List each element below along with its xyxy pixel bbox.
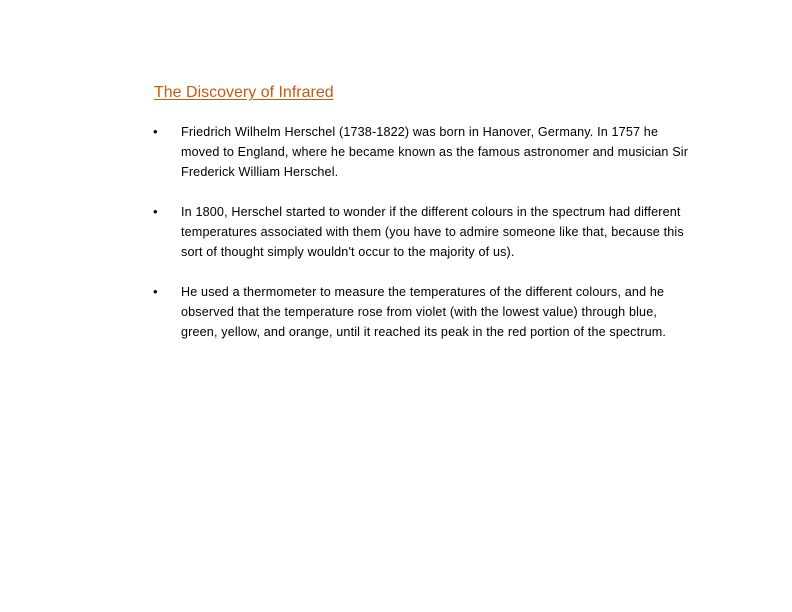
bullet-item-colour-temperature [153, 202, 693, 262]
bullet-icon: • [153, 284, 158, 299]
bullet-icon: • [153, 124, 158, 139]
bullet-icon: • [153, 204, 158, 219]
bullet-item-thermometer-experiment [153, 282, 693, 342]
bullet-text: In 1800, Herschel started to wonder if the different colours in the spectrum had different temperatures associated with them (you have to admire someone like that, because this sort of thought simply wouldn't occur to the majority of us). [181, 205, 684, 259]
bullet-item-herschel-bio [153, 122, 693, 182]
bullet-text: He used a thermometer to measure the temperatures of the different colours, and he observed that the temperature rose from violet (with the lowest value) through blue, green, yellow, and orange, until it reached its peak in the red portion of the spectrum. [181, 285, 667, 339]
bullet-list [153, 122, 693, 362]
slide-title: The Discovery of Infrared [154, 84, 334, 101]
bullet-text: Friedrich Wilhelm Herschel (1738-1822) was born in Hanover, Germany. In 1757 he moved to England, where he became known as the famous astronomer and musician Sir Frederick William Herschel. [181, 125, 689, 179]
